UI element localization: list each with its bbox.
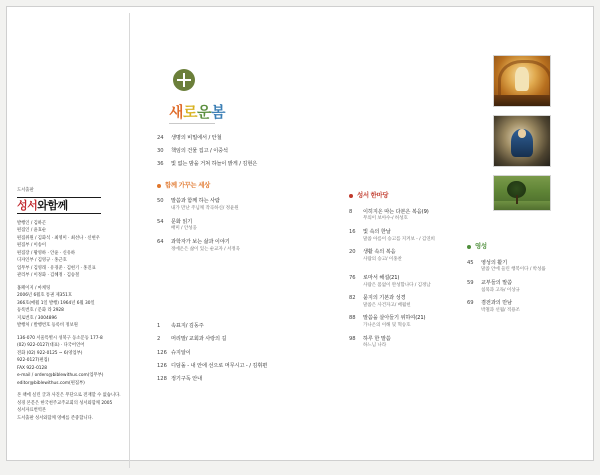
toc-entry-main: 하루 한 말씀 bbox=[363, 335, 391, 342]
colophon-line: 디자인부 / 김영규 · 홍근호 bbox=[17, 258, 67, 264]
toc-section-label: 성서 한마당 bbox=[357, 191, 389, 199]
toc-entry-title: 정기구독 안내 bbox=[171, 376, 203, 383]
toc-entry[interactable] bbox=[157, 239, 307, 252]
toc-entry-main: 영성의 활기 bbox=[481, 259, 508, 266]
toc-page-number: 64 bbox=[157, 238, 164, 245]
toc-entry-main: 말씀을 살아들기 위하여(21) bbox=[363, 315, 426, 322]
toc-entry[interactable] bbox=[349, 209, 509, 222]
toc-entry-main: 이히지온 따는 다본은 복음(9) bbox=[363, 208, 429, 215]
colophon-line: 편집부 / 이송이 bbox=[17, 243, 47, 249]
photo-nativity bbox=[493, 55, 551, 107]
toc-entry-main: 교부들의 말씀 bbox=[481, 279, 513, 286]
toc-entry-title bbox=[481, 300, 597, 313]
toc-entry-main: 빛 속의 한날 bbox=[363, 228, 391, 235]
toc-entry-title: 생명의 비밀에서 / 안철 bbox=[171, 135, 222, 141]
colophon-line: 홈페이지 / 마케팅 bbox=[17, 285, 51, 291]
colophon-line: 922-0127(편집) bbox=[17, 358, 50, 364]
page-title-char: 로 bbox=[183, 103, 197, 121]
toc-page-number: 126 bbox=[157, 349, 167, 356]
colophon-line: 2006년 6월호 통권 제351호 bbox=[17, 293, 73, 299]
toc-page-number: 2 bbox=[157, 336, 161, 343]
toc-entry-title: 슈지알이 bbox=[171, 349, 191, 356]
toc-entry-title: 디딤돌 - 내 안에 선으로 머무시고 - / 김휘편 bbox=[171, 362, 268, 369]
toc-entry-main: 겸전과의 만남 bbox=[481, 300, 513, 307]
toc-page-number: 20 bbox=[349, 249, 356, 256]
toc-section-header-bible bbox=[349, 192, 509, 200]
toc-entry-subtitle: 가나온의 이해 및 혁승호 bbox=[363, 323, 411, 329]
toc-entry-main: 말씀과 함께 하는 사람 bbox=[171, 198, 220, 205]
cross-icon bbox=[173, 69, 195, 91]
page-title-char: 새 bbox=[169, 103, 183, 121]
publisher-logo-rest: 와함께 bbox=[37, 198, 68, 212]
colophon-line: 지로번호 / 3004896 bbox=[17, 315, 57, 321]
toc-entry-title bbox=[171, 219, 307, 232]
toc-page-number: 45 bbox=[467, 259, 474, 266]
toc-entry[interactable] bbox=[467, 260, 597, 273]
colophon-kicker: 도서출판 bbox=[17, 188, 34, 193]
toc-page-number: 30 bbox=[157, 148, 164, 155]
page-title-char: 운 bbox=[197, 103, 211, 121]
toc-page-number: 1 bbox=[157, 323, 161, 330]
toc-entry-subtitle: 내가 만난 주님께 작곡하신/ 정윤원 bbox=[171, 206, 239, 212]
photo-nativity-figure bbox=[515, 67, 528, 91]
toc-entry-subtitle: 무의이 보아수-/ 허성호 bbox=[363, 216, 408, 222]
toc-entry-title bbox=[363, 209, 509, 222]
cross-icon-horizontal bbox=[177, 79, 191, 81]
toc-entry[interactable] bbox=[157, 376, 307, 382]
colophon-notice bbox=[17, 392, 121, 422]
publisher-logo bbox=[17, 197, 101, 214]
toc-entry[interactable] bbox=[467, 280, 597, 293]
toc-entry-title: 머리말/ 교회과 사랑의 길 bbox=[171, 336, 227, 343]
toc-entry-title bbox=[363, 336, 509, 349]
toc-entry[interactable] bbox=[157, 363, 307, 369]
bullet-icon bbox=[467, 245, 471, 249]
photo-nativity-base bbox=[494, 95, 550, 106]
toc-page-number: 54 bbox=[157, 218, 164, 225]
toc-entry[interactable] bbox=[467, 300, 597, 313]
colophon-line: 편집인 / 윤효순 bbox=[17, 228, 47, 234]
toc-page-number: 24 bbox=[157, 135, 164, 141]
colophon-line: 366호(매월 1일 발행) 1964년 6월 30일 bbox=[17, 300, 95, 306]
toc-column-left bbox=[157, 135, 307, 389]
toc-spacer bbox=[157, 259, 307, 323]
colophon-line: 성서자료번역본 bbox=[17, 408, 47, 414]
toc-page-number: 8 bbox=[349, 208, 353, 215]
bullet-icon bbox=[349, 194, 353, 198]
toc-entry[interactable] bbox=[157, 161, 307, 167]
toc-entry-subtitle: 배미 / 안성웅 bbox=[171, 226, 197, 232]
toc-entry-title bbox=[481, 280, 597, 293]
toc-entry[interactable] bbox=[157, 148, 307, 154]
toc-section-label: 영성 bbox=[475, 242, 487, 250]
toc-entry[interactable] bbox=[157, 350, 307, 356]
publisher-logo-accent: 성서 bbox=[17, 198, 38, 212]
toc-entry-subtitle: 사람은 몸없이 완성함나다 / 김정남 bbox=[363, 282, 431, 288]
colophon-line: 관리부 / 이정화 · 김혜정 · 김승철 bbox=[17, 273, 80, 279]
toc-entry-title bbox=[363, 229, 509, 242]
toc-entry-title bbox=[171, 239, 307, 252]
colophon-contact bbox=[17, 335, 117, 388]
toc-entry-subtitle: 정에온은 삶이 있는 순교자 / 서정욱 bbox=[171, 246, 240, 252]
colophon bbox=[17, 187, 121, 427]
colophon-staff bbox=[17, 220, 117, 280]
colophon-line: 편집위원 / 김화석 · 최영미 · 최선나 · 신현우 bbox=[17, 235, 100, 241]
photo-madonna bbox=[493, 115, 551, 167]
toc-entry-title: 빛 없는 밤을 거쳐 하늘이 밝게 / 김현은 bbox=[171, 161, 258, 168]
magazine-contents-page bbox=[6, 6, 594, 461]
toc-entry-title: 속표지/ 김동주 bbox=[171, 323, 204, 330]
colophon-line: 발행인 / 김하곤 bbox=[17, 220, 47, 226]
colophon-line: FAX 922-0128 bbox=[17, 365, 48, 371]
toc-page-number: 50 bbox=[157, 198, 164, 205]
toc-page-number: 82 bbox=[349, 295, 356, 302]
colophon-line: 본 책에 실린 글과 사진은 무단으로 전재할 수 없습니다. bbox=[17, 393, 121, 399]
colophon-line: 전화 (02) 922-0125 ~ 6(영업부) bbox=[17, 350, 83, 356]
toc-page-number: 98 bbox=[349, 335, 356, 342]
photo-landscape-trunk bbox=[516, 195, 518, 204]
toc-page-number: 16 bbox=[349, 228, 356, 235]
colophon-line: (02) 922-0127(대표) · 다국어언어 bbox=[17, 343, 85, 349]
toc-entry-subtitle: 사람의 승고/ 이홍찬 bbox=[363, 256, 402, 262]
toc-entry-subtitle: 말씀 안에 들린 행복이다 / 박성률 bbox=[481, 267, 546, 273]
toc-entry-main: 묻지의 기본과 성경 bbox=[363, 295, 406, 302]
colophon-line: 136-070 서울특별시 성북구 동소문동 177-8 bbox=[17, 335, 103, 341]
toc-entry-main: 생활 속의 복음 bbox=[363, 249, 396, 256]
toc-entry[interactable] bbox=[157, 323, 307, 329]
toc-entry[interactable] bbox=[157, 219, 307, 232]
colophon-email[interactable]: e-mail / orders@biblewithus.com(업무부) bbox=[17, 373, 104, 379]
toc-entry-title: 책임의 건물 집고 / 이중석 bbox=[171, 148, 228, 155]
toc-page-number: 88 bbox=[349, 315, 356, 322]
toc-entry-title bbox=[171, 198, 307, 211]
colophon-line: 편집장 / 황영하 · 안윤 · 신유하 bbox=[17, 250, 76, 256]
toc-page-number: 126 bbox=[157, 362, 167, 369]
colophon-email[interactable]: editor@biblewithus.com(편집부) bbox=[17, 380, 85, 386]
toc-page-number: 76 bbox=[349, 275, 356, 281]
photo-landscape bbox=[493, 175, 551, 211]
toc-entry[interactable] bbox=[349, 336, 509, 349]
title-underline bbox=[169, 123, 215, 124]
colophon-line: 도서출판 성서와함께 영예를 존중합니다. bbox=[17, 415, 94, 421]
toc-page-number: 69 bbox=[467, 300, 474, 307]
colophon-line: 성경 본문은 한국천주교주교회의 성서와함께 2005 bbox=[17, 400, 113, 406]
toc-page-number: 128 bbox=[157, 376, 167, 383]
toc-entry-subtitle: 침묵과 고독/ 이상규 bbox=[481, 287, 520, 293]
toc-column-spirituality bbox=[467, 243, 597, 320]
toc-section-header-world bbox=[157, 182, 307, 190]
toc-entry-title bbox=[481, 260, 597, 273]
colophon-line: 발행처 / 발행번호 등록비 정보원 bbox=[17, 323, 78, 329]
colophon-line: 업무부 / 김영래 · 유경준 · 김현기 · 홍진표 bbox=[17, 265, 96, 271]
toc-entry-subtitle: 박철과 선월/ 적용조 bbox=[481, 307, 520, 313]
colophon-line: 등록번호 / 문화 라 2928 bbox=[17, 308, 64, 314]
page-title bbox=[169, 105, 225, 120]
toc-entry[interactable] bbox=[157, 336, 307, 342]
toc-entry-subtitle: 말씀은 사건자고/ 배월헌 bbox=[363, 302, 411, 308]
toc-entry[interactable] bbox=[157, 198, 307, 211]
column-divider bbox=[129, 13, 130, 468]
toc-section-label: 함께 가꾸는 세상 bbox=[165, 180, 210, 189]
toc-section-header-spirituality bbox=[467, 243, 597, 251]
toc-entry[interactable] bbox=[349, 229, 509, 242]
toc-entry-main: 과학자가 보는 삶과 이야기 bbox=[171, 238, 230, 245]
bullet-icon bbox=[157, 184, 161, 188]
page-title-char: 봄 bbox=[211, 103, 225, 121]
publisher-logo-text bbox=[17, 200, 101, 211]
toc-entry-subtitle: 하느님 나라 bbox=[363, 343, 387, 349]
toc-page-number: 36 bbox=[157, 161, 164, 168]
toc-page-number: 59 bbox=[467, 279, 474, 286]
toc-entry-subtitle: 말씀 아름이 승고를 지켜보 - / 김연희 bbox=[363, 236, 435, 242]
toc-entry-main: 로마서 해설(21) bbox=[363, 275, 400, 281]
toc-entry[interactable] bbox=[157, 135, 307, 141]
colophon-registration bbox=[17, 285, 117, 330]
toc-entry-main: 문화 읽기 bbox=[171, 218, 193, 225]
photo-landscape-ground bbox=[494, 201, 550, 210]
